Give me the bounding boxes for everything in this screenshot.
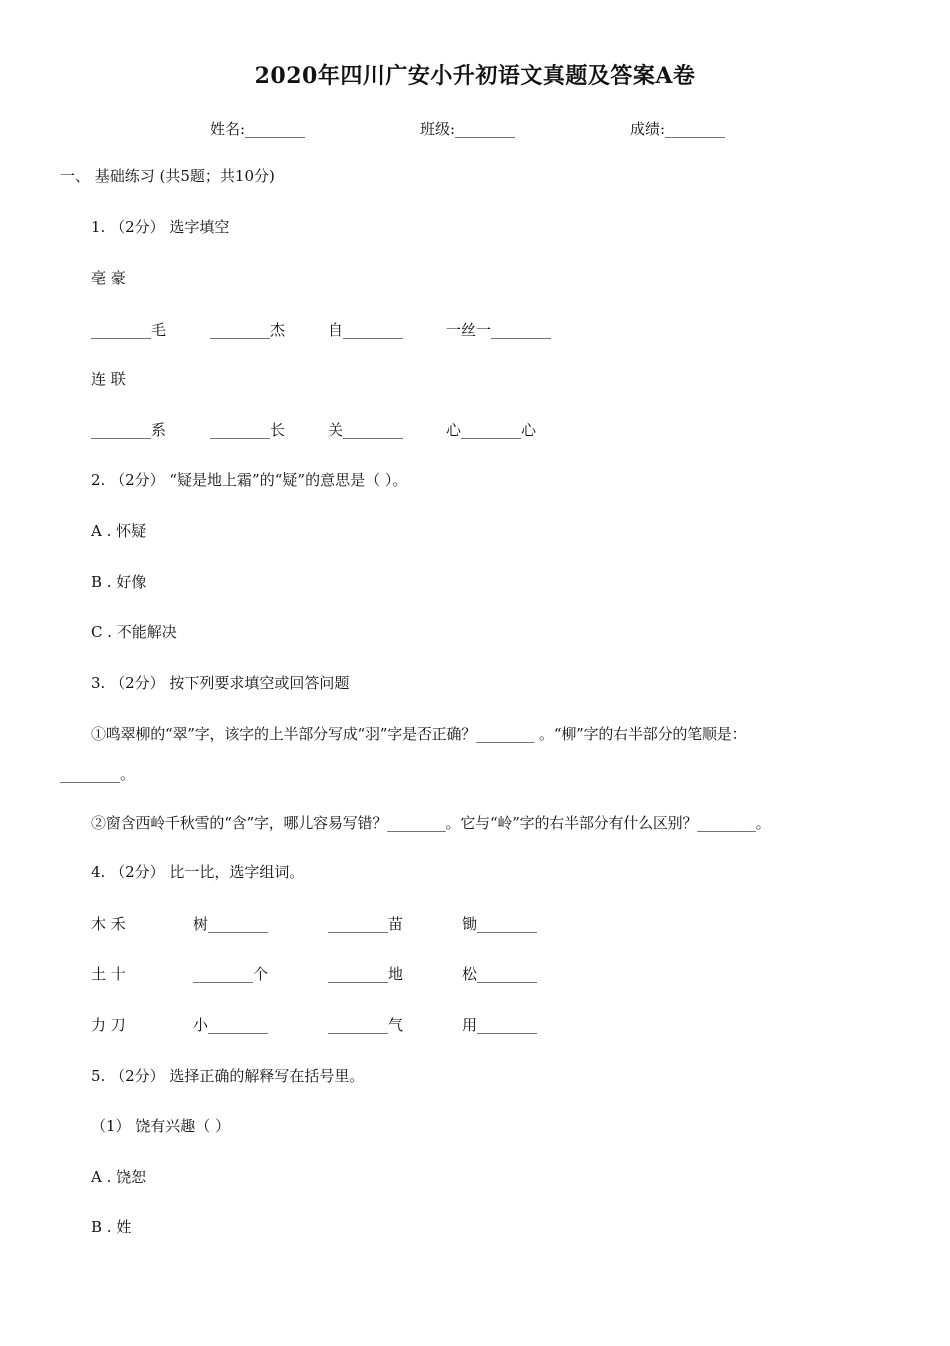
question-4-blank: ________气 bbox=[328, 1016, 404, 1034]
question-5-sub-1: （1） 饶有兴趣（ ） bbox=[91, 1117, 231, 1135]
question-1-pair-2: 连 联 bbox=[91, 370, 126, 388]
class-field-label: 班级:________ bbox=[420, 120, 516, 138]
question-3-line-1-cont: ________。 bbox=[60, 765, 136, 783]
question-4-stem: 4. （2分） 比一比，选字组词。 bbox=[91, 863, 305, 881]
question-4-pair: 土 十 bbox=[91, 965, 126, 983]
question-4-pair: 木 禾 bbox=[91, 915, 126, 933]
question-2-option-c: C . 不能解决 bbox=[91, 623, 177, 641]
question-1-blank: ________系 bbox=[91, 421, 167, 439]
question-4-blank: ________个 bbox=[193, 965, 269, 983]
question-1-blank: 关________ bbox=[328, 421, 404, 439]
question-3-line-1: ①鸣翠柳的“翠”字，该字的上半部分写成“羽”字是否正确？________ 。“柳”字的右半部分的笔顺是： bbox=[91, 725, 747, 743]
question-2-option-a: A . 怀疑 bbox=[91, 522, 147, 540]
question-5-stem: 5. （2分） 选择正确的解释写在括号里。 bbox=[91, 1067, 365, 1085]
question-1-pair-1: 亳 豪 bbox=[91, 269, 126, 287]
question-4-blank: 松________ bbox=[462, 965, 538, 983]
question-4-pair: 力 刀 bbox=[91, 1016, 126, 1034]
question-5-option-a: A . 饶恕 bbox=[91, 1168, 147, 1186]
name-field-label: 姓名:________ bbox=[210, 120, 306, 138]
question-4-blank: 锄________ bbox=[462, 915, 538, 933]
question-5-option-b: B . 姓 bbox=[91, 1218, 132, 1236]
question-1-blank: ________毛 bbox=[91, 321, 167, 339]
question-1-blank: ________杰 bbox=[210, 321, 286, 339]
page-title: 2020年四川广安小升初语文真题及答案A卷 bbox=[254, 63, 696, 89]
question-1-stem: 1. （2分） 选字填空 bbox=[91, 218, 230, 236]
question-1-blank: 一丝一________ bbox=[446, 321, 552, 339]
question-4-blank: 树________ bbox=[193, 915, 269, 933]
question-4-blank: ________苗 bbox=[328, 915, 404, 933]
question-2-stem: 2. （2分） “疑是地上霜”的“疑”的意思是（ ）。 bbox=[91, 471, 408, 489]
question-2-option-b: B . 好像 bbox=[91, 573, 147, 591]
question-1-blank: ________长 bbox=[210, 421, 286, 439]
question-4-blank: ________地 bbox=[328, 965, 404, 983]
section-heading: 一、 基础练习 (共5题；共10分) bbox=[60, 167, 275, 185]
question-4-blank: 小________ bbox=[193, 1016, 269, 1034]
question-3-line-2: ②窗含西岭千秋雪的“含”字，哪儿容易写错？________。它与“岭”字的右半部分有什么区别？________。 bbox=[91, 814, 771, 832]
question-1-blank: 自________ bbox=[328, 321, 404, 339]
question-3-stem: 3. （2分） 按下列要求填空或回答问题 bbox=[91, 674, 350, 692]
score-field-label: 成绩:________ bbox=[630, 120, 726, 138]
question-1-blank: 心________心 bbox=[446, 421, 537, 439]
question-4-blank: 用________ bbox=[462, 1016, 538, 1034]
